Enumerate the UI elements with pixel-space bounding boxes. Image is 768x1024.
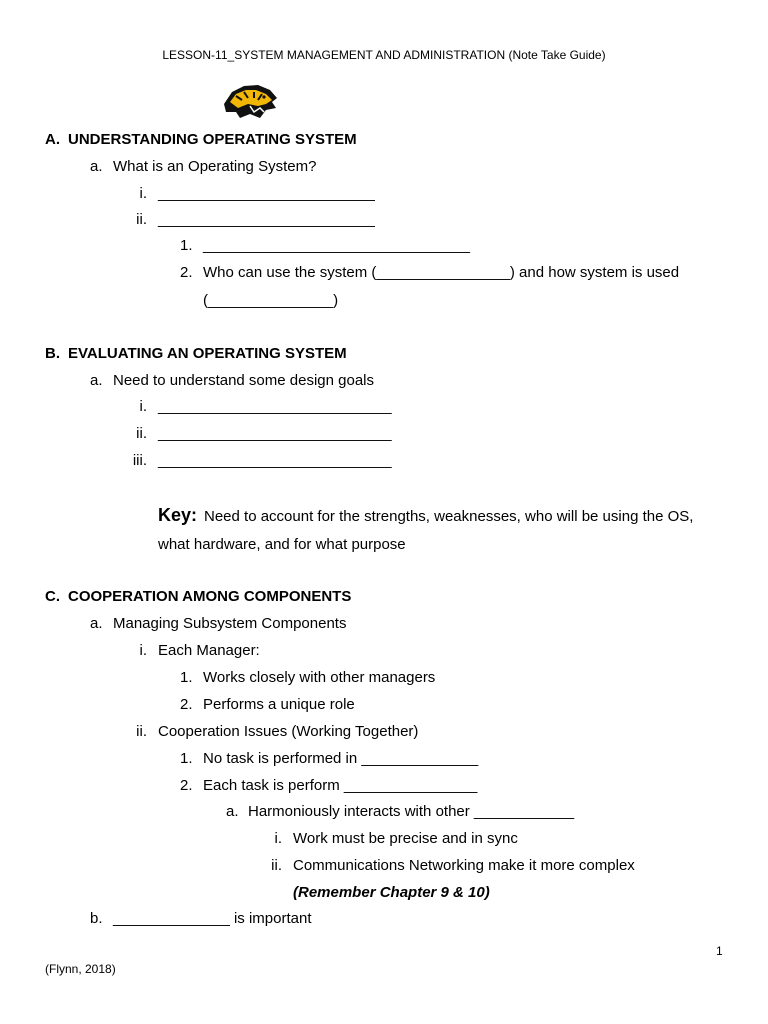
section-c-title: COOPERATION AMONG COMPONENTS [68, 588, 352, 605]
list-item-text: ______________ is important [113, 910, 312, 927]
section-b-marker: B. [45, 345, 60, 362]
page-number: 1 [716, 944, 723, 958]
list-item-text: Cooperation Issues (Working Together) [158, 723, 419, 740]
key-text: Need to account for the strengths, weaknesses, who will be using the OS, [204, 508, 694, 525]
remember-note: (Remember Chapter 9 & 10) [293, 884, 490, 901]
list-item-text: Communications Networking make it more complex [293, 857, 635, 874]
blank-line: ____________________________ [158, 452, 392, 469]
list-marker: i. [139, 642, 147, 659]
list-marker: i. [274, 830, 282, 847]
list-item-text: Works closely with other managers [203, 669, 436, 686]
list-marker: b. [90, 910, 103, 927]
section-c-marker: C. [45, 588, 60, 605]
blank-line: ____________________________ [158, 425, 392, 442]
tiger-logo [220, 82, 280, 122]
list-item-text: No task is performed in ______________ [203, 750, 479, 767]
document-header: LESSON-11_SYSTEM MANAGEMENT AND ADMINISTRATION (Note Take Guide) [162, 48, 606, 62]
list-marker: 2. [180, 696, 193, 713]
list-item-text: Harmoniously interacts with other ____________ [248, 803, 575, 820]
key-text-continuation: what hardware, and for what purpose [158, 536, 406, 553]
list-marker: i. [139, 185, 147, 202]
list-marker: 1. [180, 237, 193, 254]
list-marker: ii. [136, 425, 147, 442]
list-item-text: Work must be precise and in sync [293, 830, 518, 847]
list-item-text: Managing Subsystem Components [113, 615, 347, 632]
section-a-title: UNDERSTANDING OPERATING SYSTEM [68, 131, 357, 148]
list-marker: a. [90, 372, 103, 389]
blank-line: ____________________________ [158, 398, 392, 415]
list-marker: i. [139, 398, 147, 415]
list-marker: a. [226, 803, 239, 820]
blank-line: __________________________ [158, 211, 375, 228]
list-item-continuation: (_______________) [203, 292, 339, 309]
blank-line: ________________________________ [203, 237, 470, 254]
list-marker: 1. [180, 750, 193, 767]
blank-line: __________________________ [158, 185, 375, 202]
list-marker: ii. [136, 723, 147, 740]
key-label: Key: [158, 505, 198, 525]
list-item-text: Each Manager: [158, 642, 260, 659]
list-marker: ii. [271, 857, 282, 874]
list-marker: a. [90, 158, 103, 175]
list-marker: a. [90, 615, 103, 632]
section-a-marker: A. [45, 131, 60, 148]
list-marker: iii. [132, 452, 147, 469]
footer-citation: (Flynn, 2018) [45, 962, 116, 976]
list-item-text: Need to understand some design goals [113, 372, 375, 389]
list-marker: 1. [180, 669, 193, 686]
section-b-title: EVALUATING AN OPERATING SYSTEM [68, 345, 347, 362]
list-marker: 2. [180, 264, 193, 281]
list-marker: ii. [136, 211, 147, 228]
list-marker: 2. [180, 777, 193, 794]
list-item-text: What is an Operating System? [113, 158, 317, 175]
list-item-text: Performs a unique role [203, 696, 355, 713]
list-item-text: Who can use the system (________________) and how system is used [203, 264, 680, 281]
list-item-text: Each task is perform ________________ [203, 777, 478, 794]
